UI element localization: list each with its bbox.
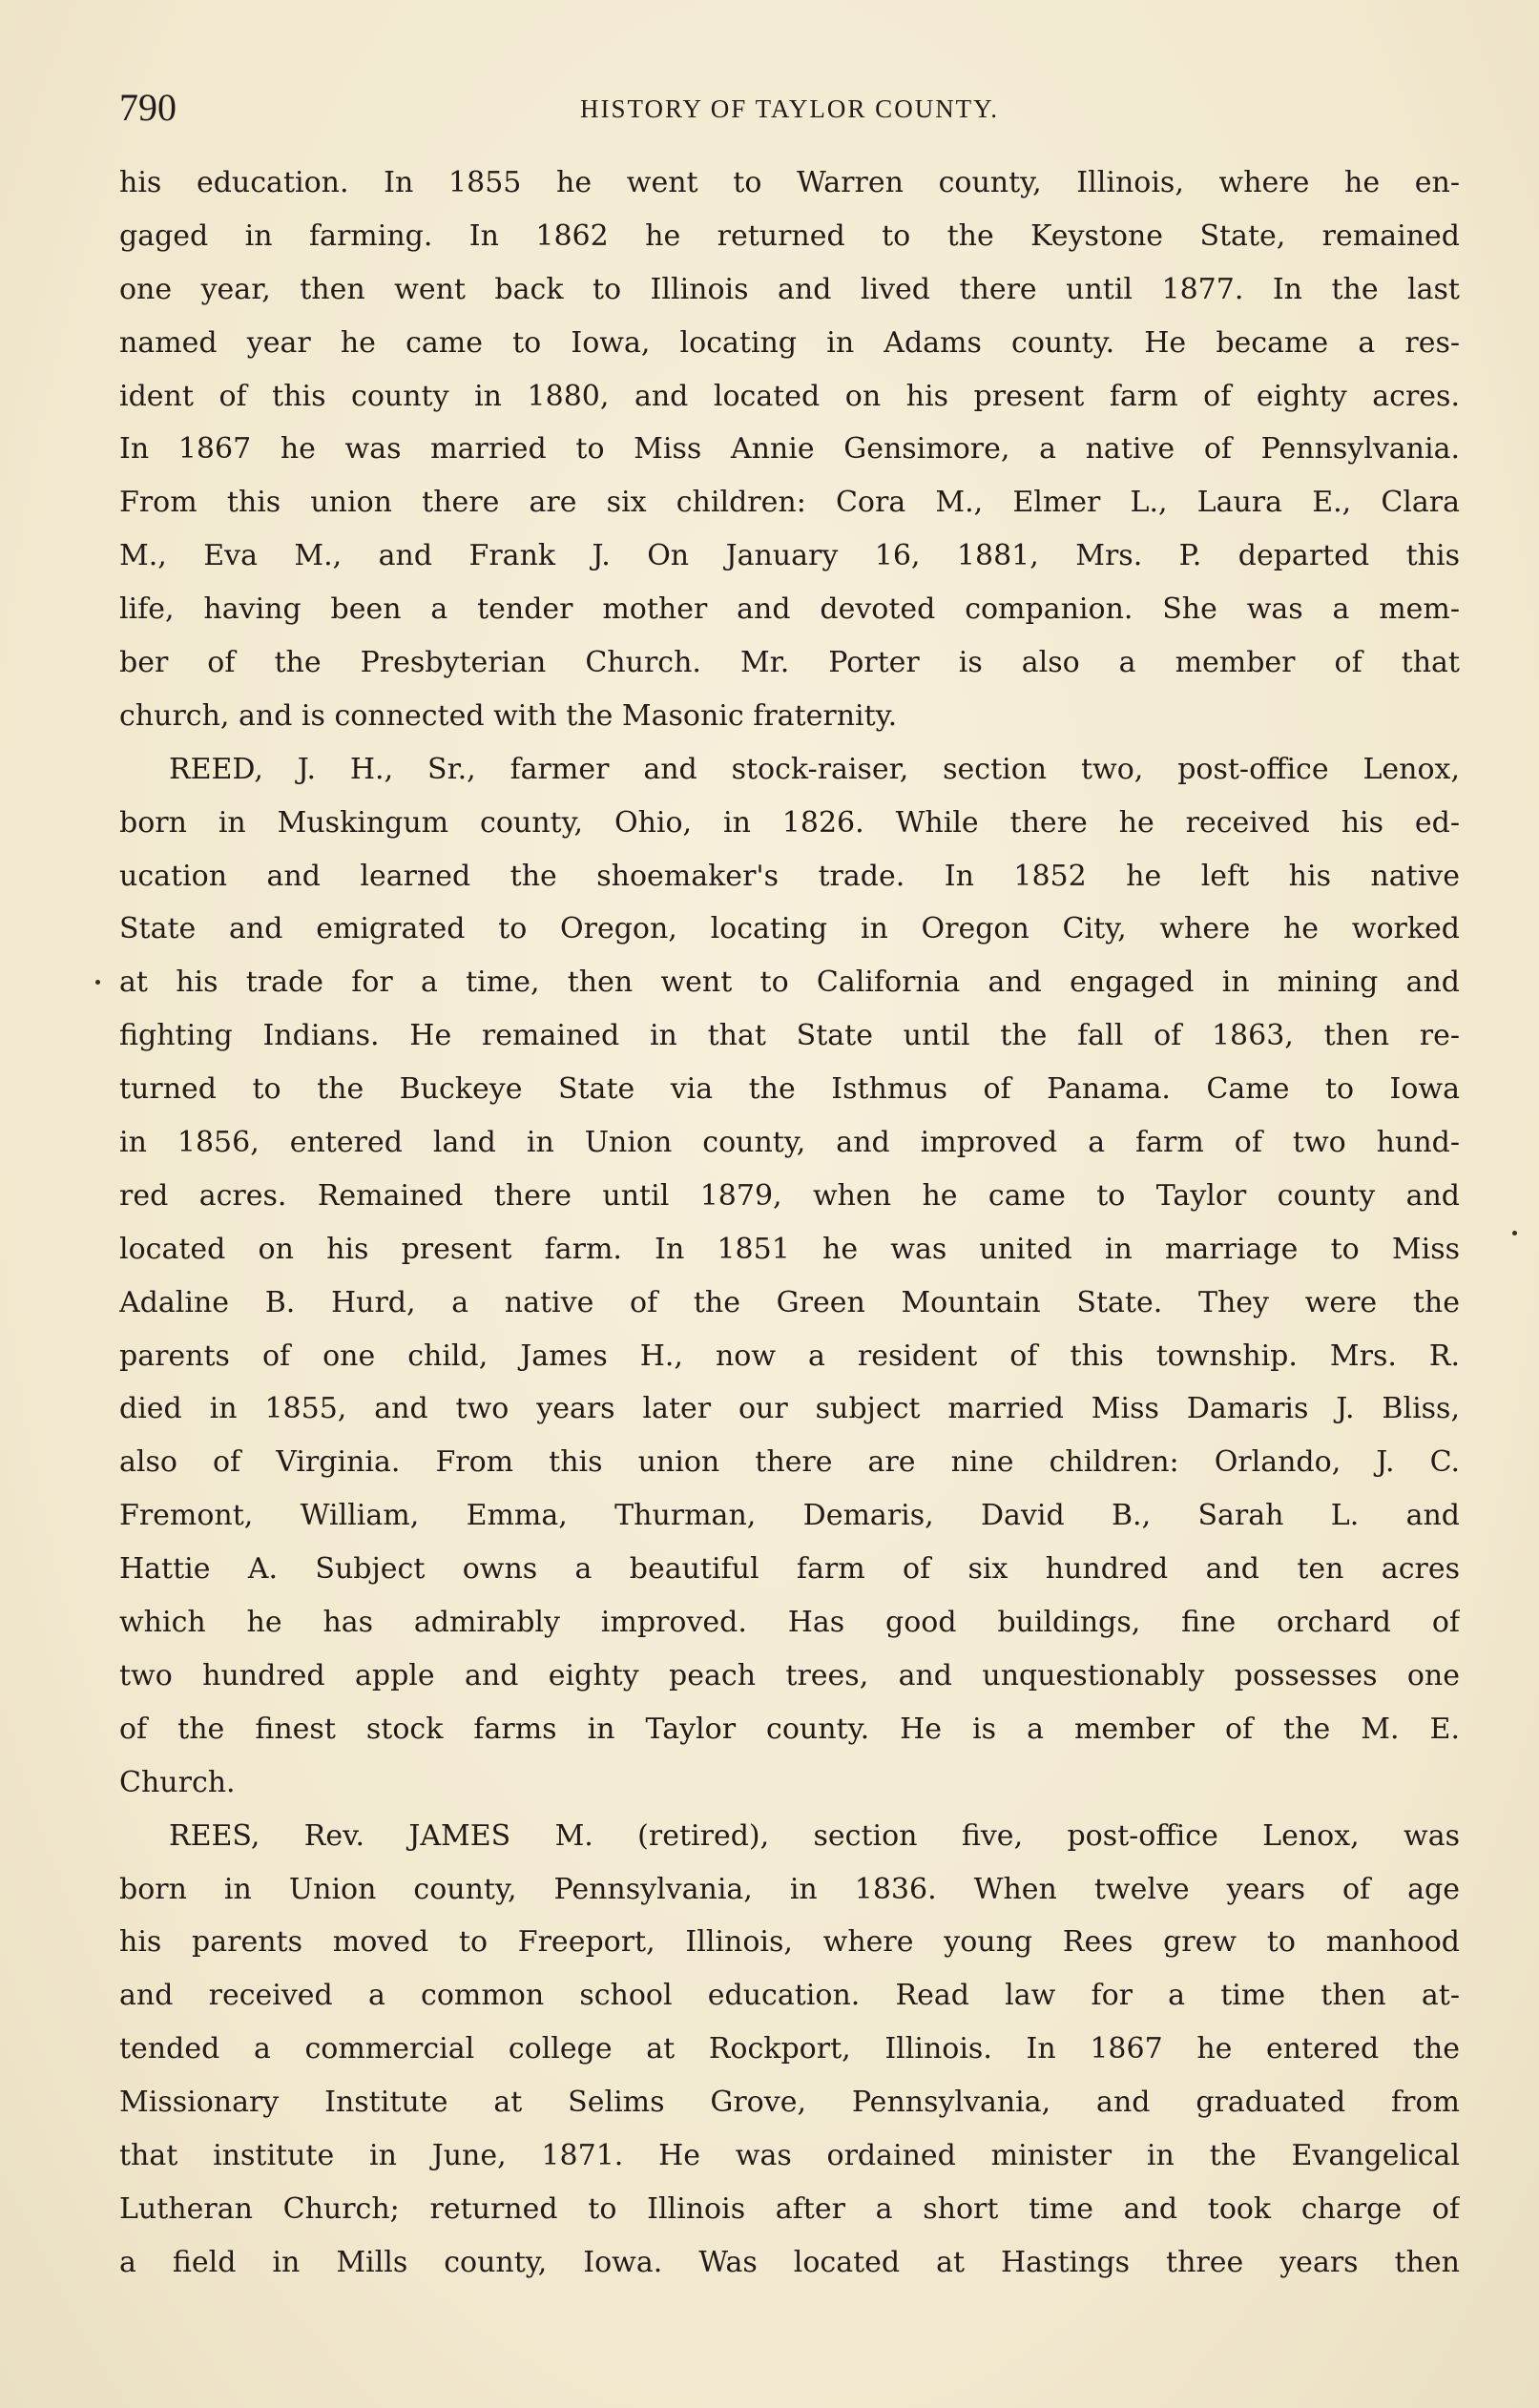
running-title: HISTORY OF TAYLOR COUNTY. <box>580 94 999 123</box>
text-line: and received a common school education. Read law for a time then at- <box>119 1979 1460 2013</box>
text-line: named year he came to Iowa, locating in Adams county. He became a res- <box>119 325 1460 360</box>
text-line: tended a commercial college at Rockport, Illinois. In 1867 he entered the <box>119 2032 1460 2066</box>
text-line: a field in Mills county, Iowa. Was located at Hastings three years then <box>119 2245 1460 2279</box>
text-line: two hundred apple and eighty peach trees, and unquestionably possesses one <box>119 1658 1460 1692</box>
text-line: turned to the Buckeye State via the Isthmus of Panama. Came to Iowa <box>119 1072 1460 1107</box>
stray-ink-mark <box>1512 1231 1517 1235</box>
page-number: 790 <box>119 86 177 129</box>
text-line: REES, Rev. JAMES M. (retired), section five, post-office Lenox, was <box>169 1818 1460 1853</box>
text-line: From this union there are six children: Cora M., Elmer L., Laura E., Clara <box>119 486 1460 520</box>
text-line: life, having been a tender mother and devoted companion. She was a mem- <box>119 592 1460 627</box>
text-line: M., Eva M., and Frank J. On January 16, 1881, Mrs. P. departed this <box>119 539 1460 573</box>
text-line: State and emigrated to Oregon, locating in Oregon City, where he worked <box>119 912 1460 946</box>
text-line: parents of one child, James H., now a resident of this township. Mrs. R. <box>119 1339 1460 1373</box>
stray-ink-mark <box>95 980 100 985</box>
text-line: REED, J. H., Sr., farmer and stock-raiser, section two, post-office Lenox, <box>169 752 1460 786</box>
text-line: at his trade for a time, then went to California and engaged in mining and <box>119 965 1460 1000</box>
text-line: In 1867 he was married to Miss Annie Gensimore, a native of Pennsylvania. <box>119 432 1460 467</box>
text-line: Hattie A. Subject owns a beautiful farm of six hundred and ten acres <box>119 1552 1460 1587</box>
text-line: ber of the Presbyterian Church. Mr. Porter is also a member of that <box>119 646 1460 680</box>
text-line: gaged in farming. In 1862 he returned to the Keystone State, remained <box>119 218 1460 253</box>
text-line: church, and is connected with the Masonic fraternity. <box>119 698 898 733</box>
text-line: in 1856, entered land in Union county, and improved a farm of two hund- <box>119 1126 1460 1160</box>
text-line: located on his present farm. In 1851 he was united in marriage to Miss <box>119 1232 1460 1266</box>
text-line: Missionary Institute at Selims Grove, Pennsylvania, and graduated from <box>119 2086 1460 2120</box>
text-line: born in Union county, Pennsylvania, in 1836. When twelve years of age <box>119 1872 1460 1906</box>
text-line: his education. In 1855 he went to Warren county, Illinois, where he en- <box>119 166 1460 199</box>
text-line: his parents moved to Freeport, Illinois, where young Rees grew to manhood <box>119 1925 1460 1960</box>
text-line: fighting Indians. He remained in that State until the fall of 1863, then re- <box>119 1019 1460 1053</box>
text-line: also of Virginia. From this union there are nine children: Orlando, J. C. <box>119 1445 1460 1480</box>
text-line: Fremont, William, Emma, Thurman, Demaris, David B., Sarah L. and <box>119 1499 1460 1533</box>
text-line: of the finest stock farms in Taylor county. He is a member of the M. E. <box>119 1712 1460 1746</box>
body-text <box>119 156 1460 2290</box>
text-line: red acres. Remained there until 1879, when he came to Taylor county and <box>119 1178 1460 1213</box>
text-line: Church. <box>119 1765 236 1799</box>
text-line: Adaline B. Hurd, a native of the Green Mountain State. They were the <box>119 1285 1460 1319</box>
text-line: died in 1855, and two years later our subject married Miss Damaris J. Bliss, <box>119 1392 1460 1426</box>
text-line: one year, then went back to Illinois and lived there until 1877. In the last <box>119 272 1460 306</box>
text-line: that institute in June, 1871. He was ordained minister in the Evangelical <box>119 2138 1460 2172</box>
running-head <box>119 84 1460 132</box>
text-line: born in Muskingum county, Ohio, in 1826. While there he received his ed- <box>119 805 1460 840</box>
text-line: Lutheran Church; returned to Illinois after a short time and took charge of <box>119 2191 1460 2226</box>
text-line: ucation and learned the shoemaker's trade. In 1852 he left his native <box>119 859 1460 893</box>
text-line: ident of this county in 1880, and located on his present farm of eighty acres. <box>119 379 1460 413</box>
text-line: which he has admirably improved. Has good buildings, fine orchard of <box>119 1606 1460 1640</box>
